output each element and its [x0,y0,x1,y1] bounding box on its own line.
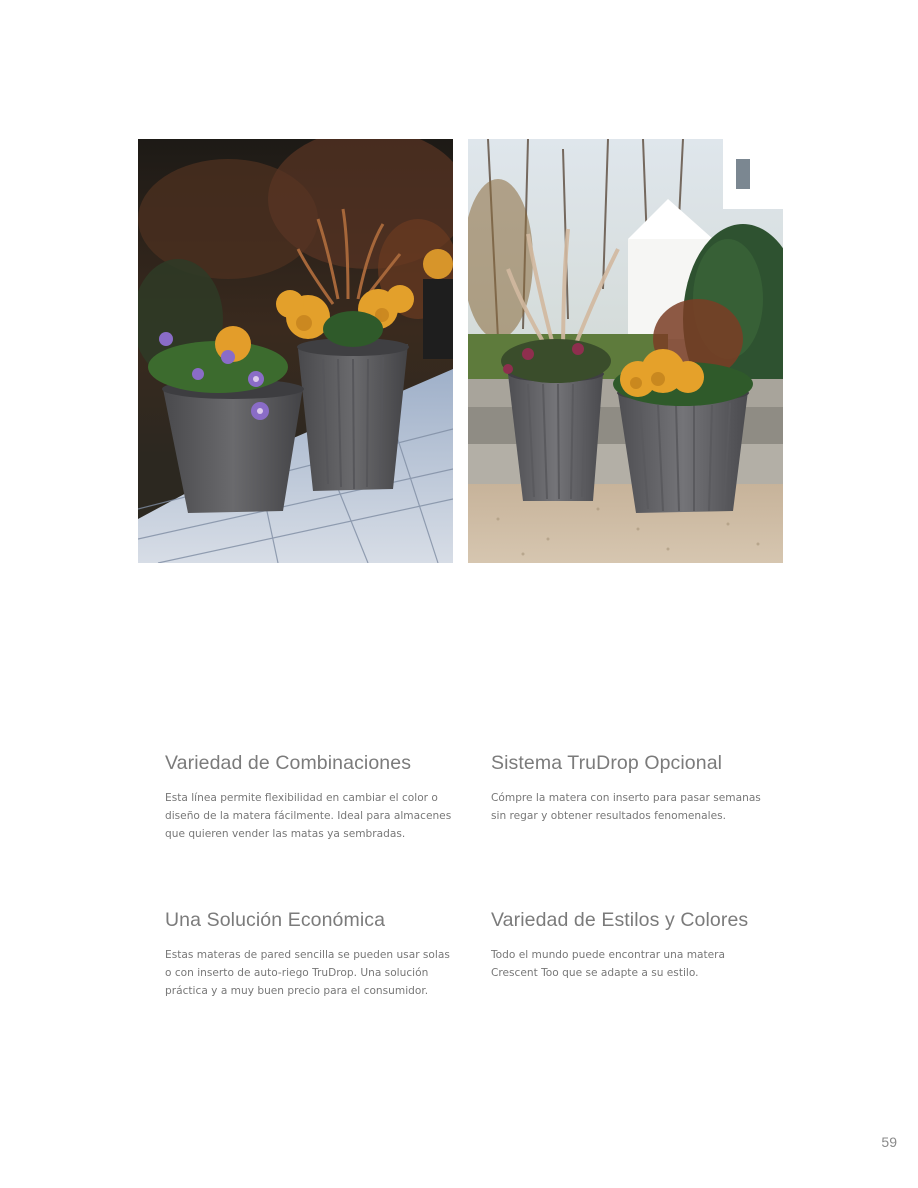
feature-heading: Una Solución Económica [165,909,386,931]
feature-estilos-colores [491,908,781,982]
feature-heading: Variedad de Combinaciones [165,752,412,774]
feature-heading: Variedad de Estilos y Colores [491,909,749,931]
feature-description: Cómpre la matera con inserto para pasar semanas sin regar y obtener resultados fenomenales. [491,792,761,822]
feature-solucion-economica [165,908,455,1000]
feature-description: Estas materas de pared sencilla se pueden usar solas o con inserto de auto-riego TruDrop. Una solución práctica y a muy buen precio para el consumidor. [165,949,450,997]
feature-description: Esta línea permite flexibilidad en cambiar el color o diseño de la matera fácilmente. Ideal para almacenes que quieren vender las matas ya sembradas. [165,792,452,840]
feature-variedad-combinaciones [165,751,455,843]
feature-description: Todo el mundo puede encontrar una matera Crescent Too que se adapte a su estilo. [491,949,726,979]
planter-photo-house [468,139,783,563]
page-number: 59 [881,1134,897,1150]
planter-photo-patio [138,139,453,563]
feature-sistema-trudrop [491,751,781,825]
feature-heading: Sistema TruDrop Opcional [491,752,723,774]
